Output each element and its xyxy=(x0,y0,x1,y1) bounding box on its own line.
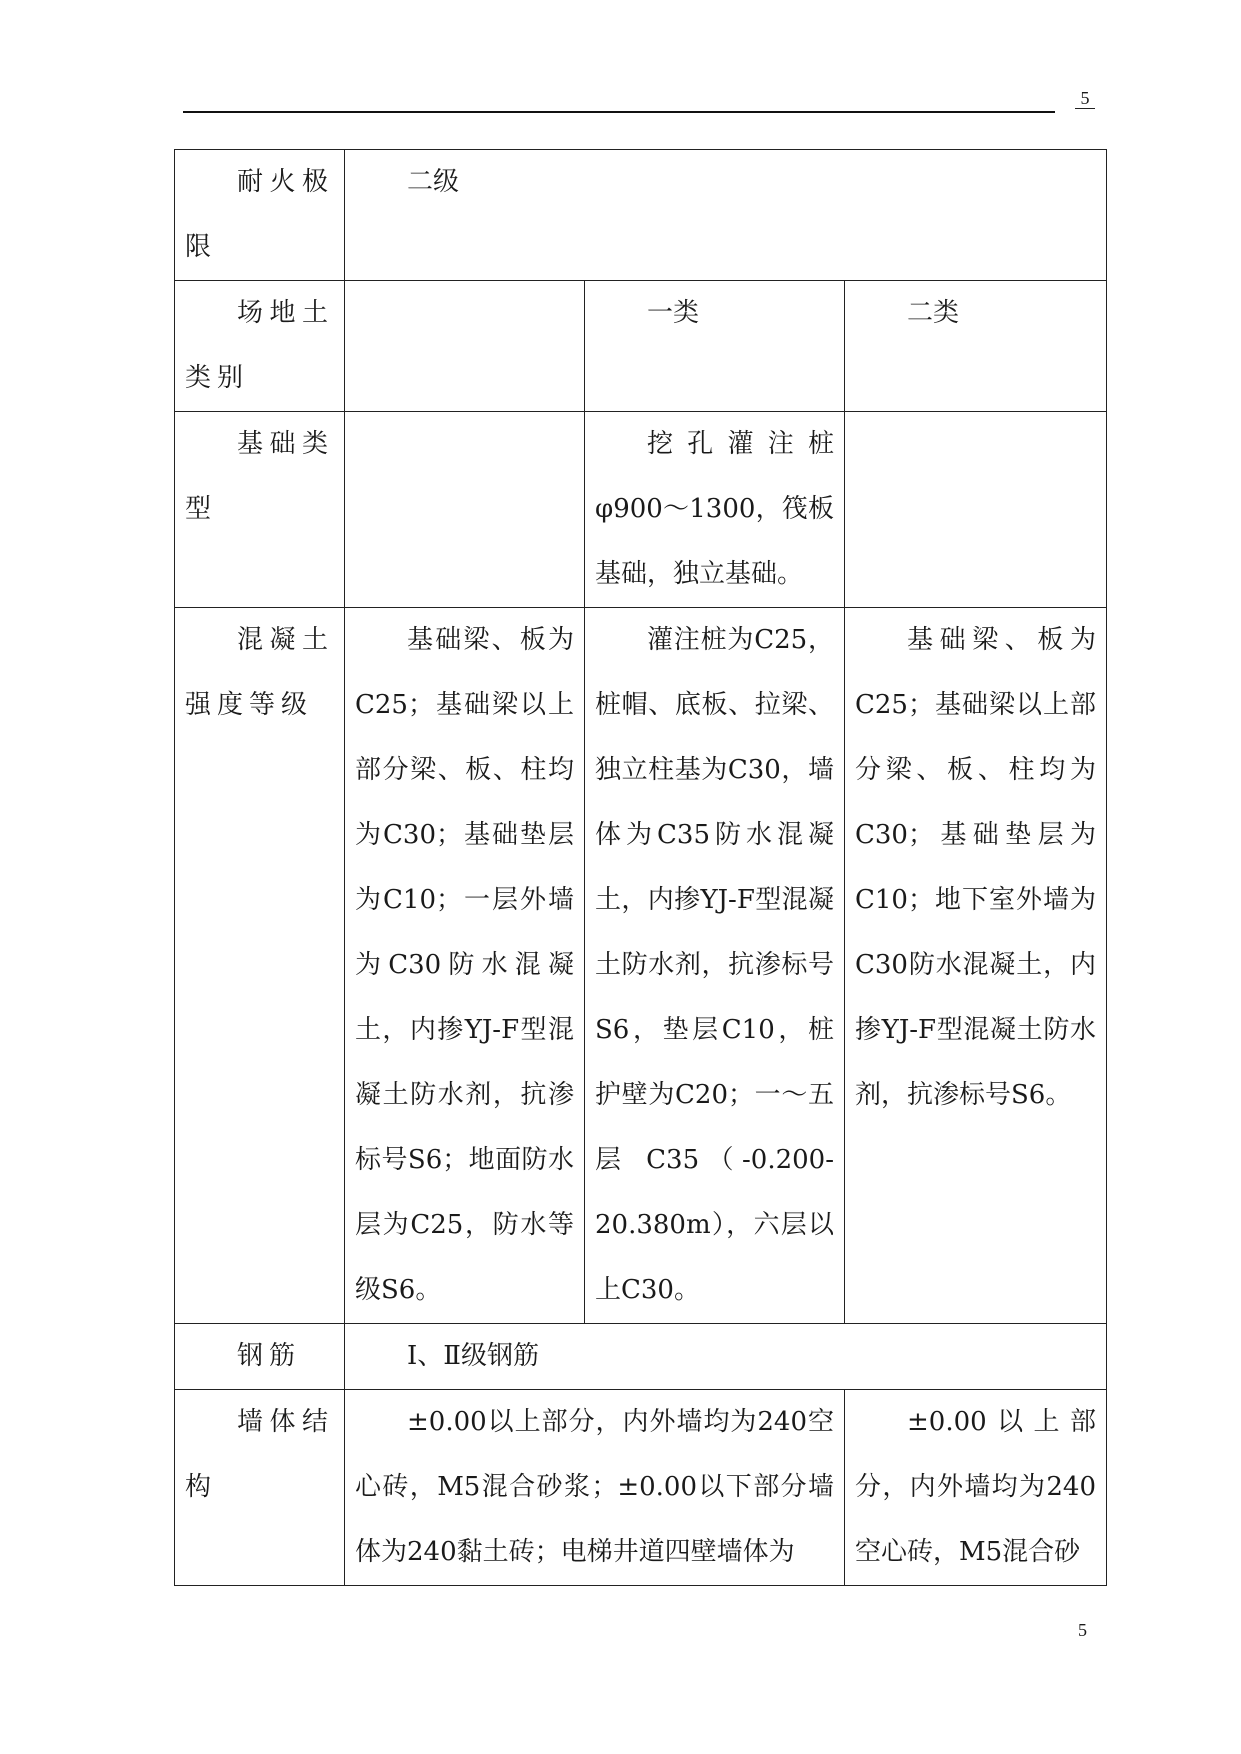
row-label-foundation: 基础类型 xyxy=(175,412,345,608)
cell-site-col2: 一类 xyxy=(585,281,845,412)
table-row xyxy=(175,150,1107,281)
row-label-site: 场地土类别 xyxy=(175,281,345,412)
header-page-number: 5 xyxy=(1075,88,1095,109)
cell-concrete-col3: 基础梁、板为C25；基础梁以上部分梁、板、柱均为C30；基础垫层为C10；地下室外墙为C30防水混凝土，内掺YJ-F型混凝土防水剂，抗渗标号S6。 xyxy=(845,608,1107,1324)
row-label-rebar: 钢筋 xyxy=(175,1324,345,1390)
row-label-fire: 耐火极限 xyxy=(175,150,345,281)
table-row xyxy=(175,281,1107,412)
table-row xyxy=(175,608,1107,1324)
cell-site-col3: 二类 xyxy=(845,281,1107,412)
table-row xyxy=(175,412,1107,608)
cell-wall-col12: ±0.00以上部分，内外墙均为240空心砖，M5混合砂浆；±0.00以下部分墙体为240黏土砖；电梯井道四壁墙体为 xyxy=(345,1390,845,1586)
spec-table xyxy=(174,149,1107,1586)
cell-rebar-value: Ⅰ、Ⅱ级钢筋 xyxy=(345,1324,1107,1390)
table-row xyxy=(175,1324,1107,1390)
row-label-concrete: 混凝土强度等级 xyxy=(175,608,345,1324)
cell-foundation-col2: 挖孔灌注桩φ900～1300，筏板基础，独立基础。 xyxy=(585,412,845,608)
row-label-wall: 墙体结构 xyxy=(175,1390,345,1586)
header-rule xyxy=(183,111,1055,113)
table-row xyxy=(175,1390,1107,1586)
footer-page-number: 5 xyxy=(1078,1620,1087,1640)
cell-foundation-col1 xyxy=(345,412,585,608)
cell-foundation-col3 xyxy=(845,412,1107,608)
cell-wall-col3: ±0.00以上部分，内外墙均为240空心砖，M5混合砂 xyxy=(845,1390,1107,1586)
cell-concrete-col1: 基础梁、板为C25；基础梁以上部分梁、板、柱均为C30；基础垫层为C10；一层外墙为C30防水混凝土，内掺YJ-F型混凝土防水剂，抗渗标号S6；地面防水层为C25，防水等级S6。 xyxy=(345,608,585,1324)
cell-fire-value: 二级 xyxy=(345,150,1107,281)
cell-site-col1 xyxy=(345,281,585,412)
cell-concrete-col2: 灌注桩为C25，桩帽、底板、拉梁、独立柱基为C30，墙体为C35防水混凝土，内掺YJ-F型混凝土防水剂，抗渗标号S6，垫层C10，桩护壁为C20；一～五层 C35（-0.200-20.380m），六层以上C30。 xyxy=(585,608,845,1324)
